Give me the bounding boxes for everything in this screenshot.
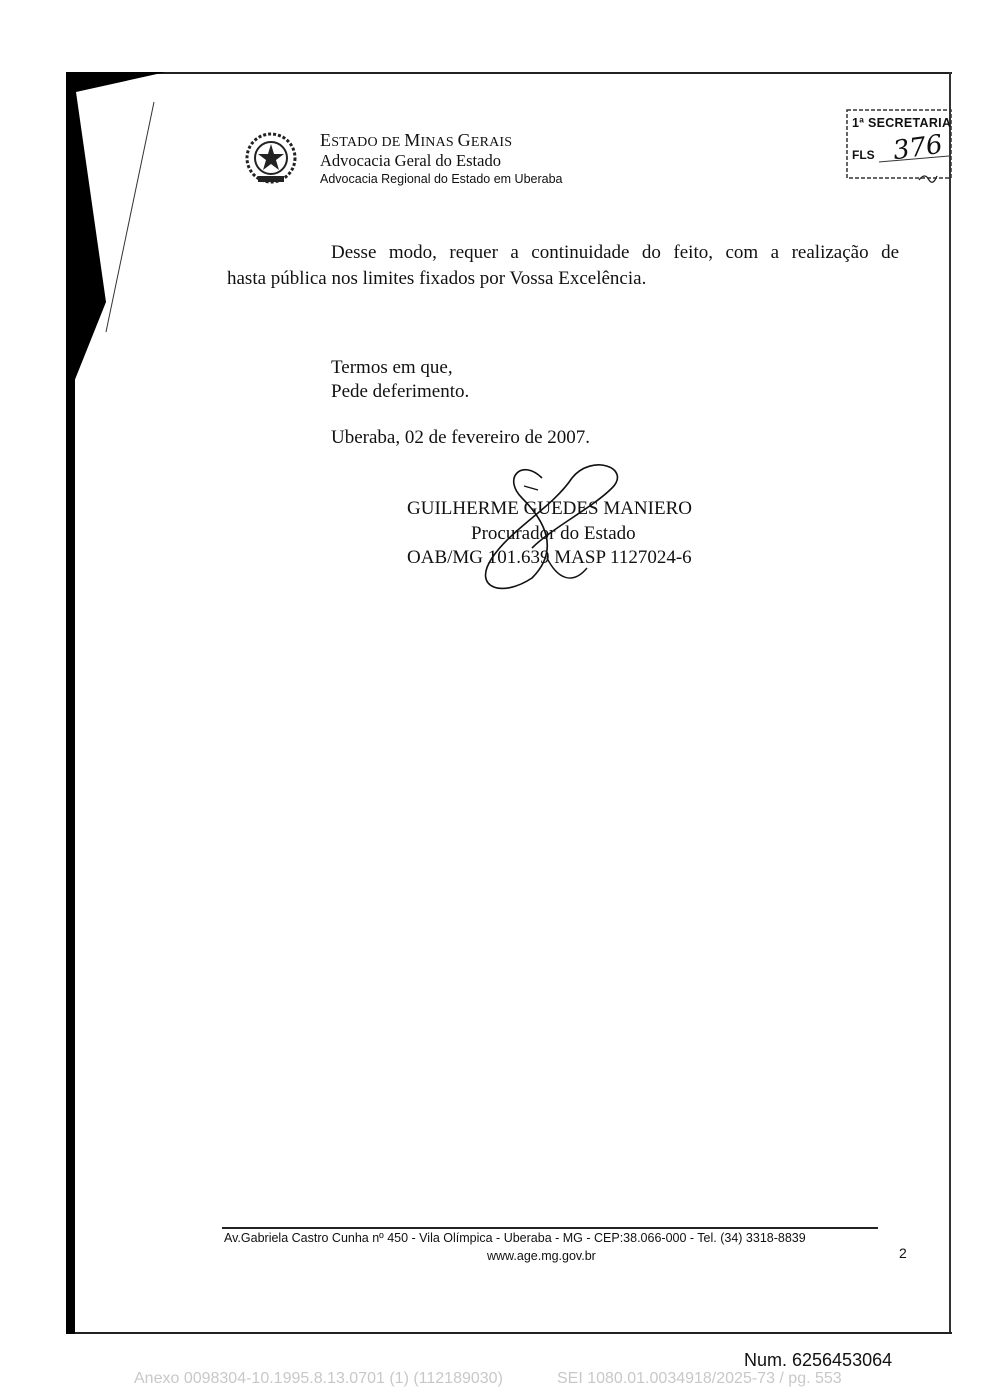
stamp-label: FLS	[852, 148, 875, 162]
page-border-right	[949, 72, 951, 1334]
secretaria-page-stamp	[845, 108, 953, 188]
scan-shadow	[66, 72, 166, 412]
footer-divider	[222, 1227, 878, 1229]
state-coat-of-arms-icon	[240, 130, 302, 188]
page-number: 2	[899, 1245, 907, 1261]
page-border-top	[66, 72, 952, 74]
closing-formula	[331, 356, 469, 404]
stamp-page-number: 376	[891, 129, 945, 167]
letterhead-regional-office: Advocacia Regional do Estado em Uberaba	[320, 172, 563, 186]
letterhead-agency: Advocacia Geral do Estado	[320, 151, 501, 170]
signer-name: GUILHERME GUEDES MANIERO	[407, 498, 692, 519]
document-date: Uberaba, 02 de fevereiro de 2007.	[331, 427, 591, 448]
closing-line-1: Termos em que,	[331, 357, 453, 378]
paragraph-line-1: Desse modo, requer a continuidade do feito, com a realização de	[331, 242, 899, 263]
footer-address: Av.Gabriela Castro Cunha nº 450 - Vila Olímpica - Uberaba - MG - CEP:38.066-000 - Tel. (34) 3318-8839	[224, 1231, 806, 1245]
letterhead-state-name: ESTADO DE MINAS GERAIS	[320, 130, 513, 150]
closing-line-2: Pede deferimento.	[331, 381, 470, 402]
annex-reference: Anexo 0098304-10.1995.8.13.0701 (1) (112189030)	[134, 1370, 503, 1387]
footer-website: www.age.mg.gov.br	[487, 1249, 596, 1263]
signer-registration: OAB/MG 101.639 MASP 1127024-6	[407, 547, 692, 568]
stamp-title: 1ª SECRETARIA	[852, 116, 952, 130]
document-num: Num. 6256453064	[744, 1350, 893, 1370]
request-paragraph	[227, 240, 899, 292]
signer-title: Procurador do Estado	[471, 522, 636, 544]
page-border-bottom	[66, 1332, 952, 1334]
sei-reference: SEI 1080.01.0034918/2025-73 / pg. 553	[557, 1370, 842, 1387]
paragraph-line-2: hasta pública nos limites fixados por Vossa Excelência.	[227, 268, 647, 289]
handwritten-signature	[462, 458, 642, 598]
